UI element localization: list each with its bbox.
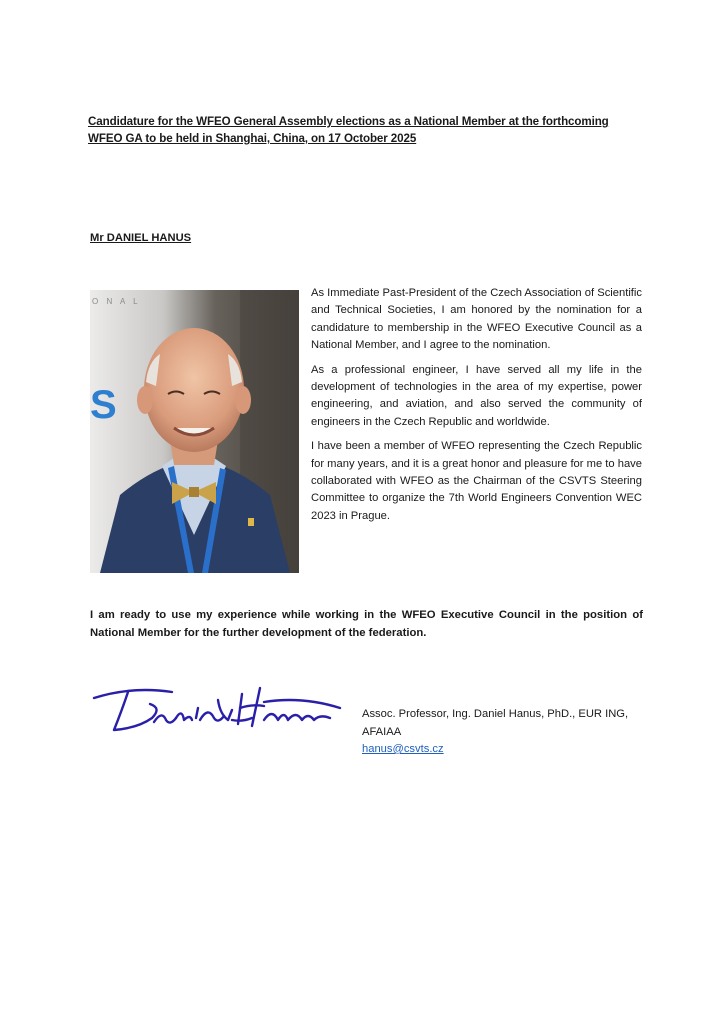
heading-line-2: WFEO GA to be held in Shanghai, China, on 17 October 2025 [88,132,417,145]
heading-line-1: Candidature for the WFEO General Assembly elections as a National Member at the forthcoming [88,115,609,128]
candidate-name: Mr DANIEL HANUS [90,232,192,244]
signature-block [362,706,652,759]
candidate-photo [90,290,299,573]
email-link[interactable]: hanus@csvts.cz [362,743,444,755]
document-heading [88,113,648,147]
signer-title: Assoc. Professor, Ing. Daniel Hanus, PhD., EUR ING, [362,708,629,720]
candidacy-statement: I am ready to use my experience while working in the WFEO Executive Council in the position of National Member for the further development of the federation. [90,609,643,639]
handwritten-signature [92,680,352,740]
signer-affiliation: AFAIAA [362,725,402,738]
backdrop-text-top: O N A L [92,297,141,306]
candidate-biography [311,285,642,532]
bio-paragraph-2: As a professional engineer, I have served all my life in the development of technologies in the area of my expertise, power engineering, and aviation, and also served the community of engineers in the Czech Republic and worldwide. [311,363,642,428]
backdrop-letter: S [90,383,117,427]
bio-paragraph-1: As Immediate Past-President of the Czech Association of Scientific and Technical Societies, I am honored by the nomination for a candidature to membership in the WFEO Executive Council as a National Member, and I agree to the nomination. [311,287,642,352]
bio-paragraph-3: I have been a member of WFEO representing the Czech Republic for many years, and it is a great honor and pleasure for me to have collaborated with WFEO as the Chairman of the CSVTS Steering Committee to organize the 7th World Engineers Convention WEC 2023 in Prague. [311,440,642,522]
